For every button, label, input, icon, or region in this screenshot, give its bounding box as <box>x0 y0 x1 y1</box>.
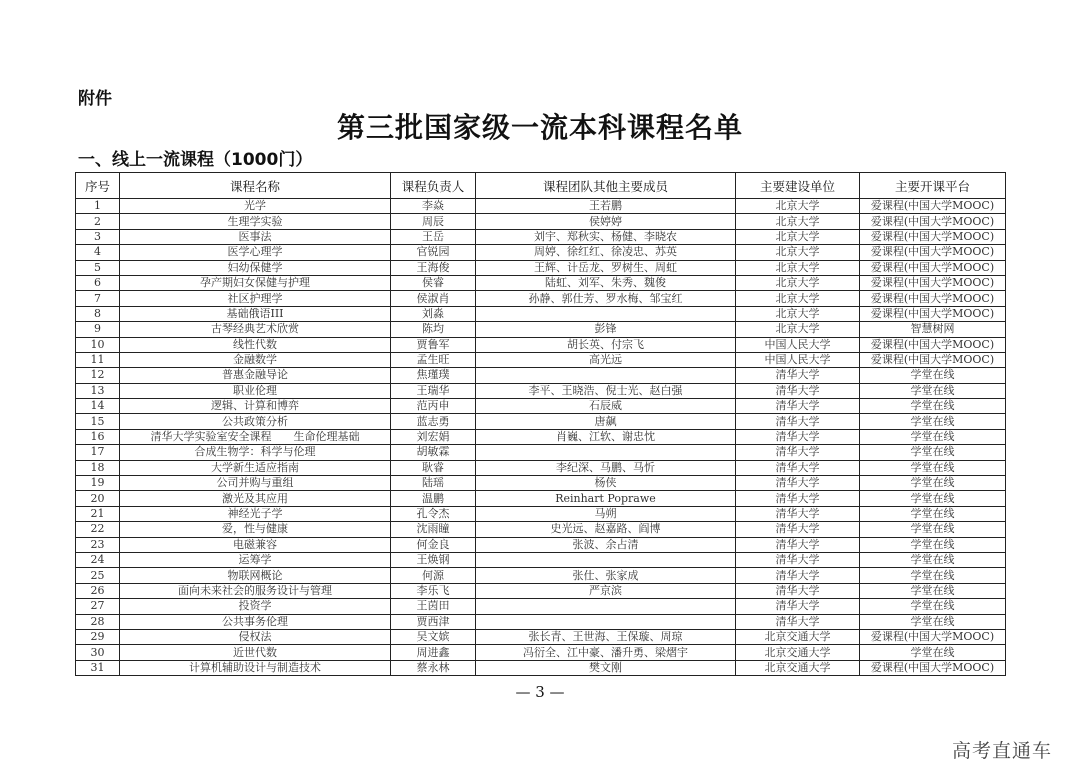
cell-platform: 学堂在线 <box>860 383 1006 398</box>
cell-platform: 爱课程(中国大学MOOC) <box>860 245 1006 260</box>
table-row <box>76 368 1006 383</box>
column-header-course-name: 课程名称 <box>120 173 391 199</box>
cell-platform: 爱课程(中国大学MOOC) <box>860 352 1006 367</box>
cell-course-lead: 李乐飞 <box>391 583 476 598</box>
cell-index: 27 <box>76 599 120 614</box>
table-row <box>76 645 1006 660</box>
cell-platform: 爱课程(中国大学MOOC) <box>860 229 1006 244</box>
cell-platform: 爱课程(中国大学MOOC) <box>860 275 1006 290</box>
section-heading: 一、线上一流课程（1000门） <box>78 150 313 170</box>
cell-index: 8 <box>76 306 120 321</box>
cell-platform: 学堂在线 <box>860 583 1006 598</box>
cell-course-lead: 侯淑肖 <box>391 291 476 306</box>
cell-index: 23 <box>76 537 120 552</box>
cell-institution: 北京大学 <box>736 306 860 321</box>
cell-institution: 北京交通大学 <box>736 660 860 675</box>
cell-team-members <box>476 614 736 629</box>
cell-team-members: 陆虹、刘军、朱秀、魏俊 <box>476 275 736 290</box>
cell-platform: 爱课程(中国大学MOOC) <box>860 199 1006 214</box>
cell-platform: 爱课程(中国大学MOOC) <box>860 291 1006 306</box>
cell-platform: 学堂在线 <box>860 506 1006 521</box>
cell-course-name: 公司并购与重组 <box>120 476 391 491</box>
column-header-platform: 主要开课平台 <box>860 173 1006 199</box>
cell-platform: 学堂在线 <box>860 568 1006 583</box>
cell-course-lead: 何源 <box>391 568 476 583</box>
cell-platform: 学堂在线 <box>860 614 1006 629</box>
cell-platform: 爱课程(中国大学MOOC) <box>860 629 1006 644</box>
cell-course-name: 爱，性与健康 <box>120 522 391 537</box>
cell-course-name: 物联网概论 <box>120 568 391 583</box>
table-row <box>76 629 1006 644</box>
table-row <box>76 614 1006 629</box>
cell-course-name: 孕产期妇女保健与护理 <box>120 275 391 290</box>
cell-course-lead: 陆瑶 <box>391 476 476 491</box>
cell-team-members: 王辉、计岳龙、罗树生、周虹 <box>476 260 736 275</box>
cell-institution: 清华大学 <box>736 583 860 598</box>
table-row <box>76 306 1006 321</box>
cell-index: 5 <box>76 260 120 275</box>
cell-course-lead: 何金良 <box>391 537 476 552</box>
cell-institution: 北京大学 <box>736 245 860 260</box>
cell-institution: 北京大学 <box>736 322 860 337</box>
table-row <box>76 583 1006 598</box>
table-row <box>76 460 1006 475</box>
cell-team-members <box>476 368 736 383</box>
cell-course-name: 基础俄语III <box>120 306 391 321</box>
cell-course-lead: 刘宏娟 <box>391 429 476 444</box>
column-header-institution: 主要建设单位 <box>736 173 860 199</box>
cell-institution: 清华大学 <box>736 368 860 383</box>
cell-team-members: 侯婷婷 <box>476 214 736 229</box>
cell-course-lead: 王茵田 <box>391 599 476 614</box>
cell-course-name: 投资学 <box>120 599 391 614</box>
cell-index: 24 <box>76 552 120 567</box>
cell-institution: 清华大学 <box>736 383 860 398</box>
cell-institution: 北京大学 <box>736 199 860 214</box>
table-row <box>76 383 1006 398</box>
cell-course-name: 侵权法 <box>120 629 391 644</box>
cell-team-members: 李纪深、马鹏、马忻 <box>476 460 736 475</box>
cell-index: 29 <box>76 629 120 644</box>
cell-course-name: 大学新生适应指南 <box>120 460 391 475</box>
table-header-row <box>76 173 1006 199</box>
page-title: 第三批国家级一流本科课程名单 <box>336 111 743 144</box>
cell-course-lead: 沈雨瞳 <box>391 522 476 537</box>
cell-index: 30 <box>76 645 120 660</box>
cell-course-name: 线性代数 <box>120 337 391 352</box>
cell-index: 21 <box>76 506 120 521</box>
table-row <box>76 599 1006 614</box>
cell-team-members: 肖巍、江软、谢忠忱 <box>476 429 736 444</box>
cell-team-members <box>476 599 736 614</box>
cell-index: 1 <box>76 199 120 214</box>
cell-institution: 北京大学 <box>736 275 860 290</box>
table-row <box>76 445 1006 460</box>
cell-course-name: 激光及其应用 <box>120 491 391 506</box>
cell-course-name: 计算机辅助设计与制造技术 <box>120 660 391 675</box>
table-row <box>76 506 1006 521</box>
cell-team-members: 杨侠 <box>476 476 736 491</box>
cell-institution: 清华大学 <box>736 414 860 429</box>
cell-course-lead: 蓝志勇 <box>391 414 476 429</box>
cell-team-members: 张仕、张家成 <box>476 568 736 583</box>
cell-course-lead: 李焱 <box>391 199 476 214</box>
cell-team-members <box>476 445 736 460</box>
cell-institution: 清华大学 <box>736 429 860 444</box>
cell-team-members: 孙静、郭仕芳、罗水梅、邹宝红 <box>476 291 736 306</box>
table-row <box>76 275 1006 290</box>
cell-course-name: 生理学实验 <box>120 214 391 229</box>
cell-institution: 清华大学 <box>736 460 860 475</box>
cell-course-name: 光学 <box>120 199 391 214</box>
cell-team-members: 严京滨 <box>476 583 736 598</box>
cell-index: 11 <box>76 352 120 367</box>
cell-course-lead: 官锐园 <box>391 245 476 260</box>
cell-course-lead: 刘淼 <box>391 306 476 321</box>
cell-team-members: 唐飙 <box>476 414 736 429</box>
cell-platform: 学堂在线 <box>860 368 1006 383</box>
cell-institution: 清华大学 <box>736 491 860 506</box>
cell-platform: 学堂在线 <box>860 399 1006 414</box>
cell-course-name: 神经光子学 <box>120 506 391 521</box>
cell-index: 10 <box>76 337 120 352</box>
cell-platform: 学堂在线 <box>860 537 1006 552</box>
cell-institution: 清华大学 <box>736 568 860 583</box>
cell-institution: 北京大学 <box>736 291 860 306</box>
cell-course-lead: 范丙申 <box>391 399 476 414</box>
table-row <box>76 491 1006 506</box>
table-row <box>76 291 1006 306</box>
cell-team-members: 冯衍全、江中豪、潘升勇、梁熠宇 <box>476 645 736 660</box>
cell-platform: 学堂在线 <box>860 445 1006 460</box>
cell-course-name: 近世代数 <box>120 645 391 660</box>
cell-platform: 学堂在线 <box>860 552 1006 567</box>
cell-course-name: 职业伦理 <box>120 383 391 398</box>
table-row <box>76 229 1006 244</box>
column-header-index: 序号 <box>76 173 120 199</box>
cell-institution: 清华大学 <box>736 445 860 460</box>
cell-index: 15 <box>76 414 120 429</box>
table-row <box>76 322 1006 337</box>
table-row <box>76 352 1006 367</box>
cell-course-lead: 蔡永林 <box>391 660 476 675</box>
cell-institution: 清华大学 <box>736 506 860 521</box>
cell-course-lead: 陈均 <box>391 322 476 337</box>
cell-index: 3 <box>76 229 120 244</box>
cell-index: 25 <box>76 568 120 583</box>
page-number: — 3 — <box>515 683 565 701</box>
cell-course-name: 电磁兼容 <box>120 537 391 552</box>
cell-platform: 学堂在线 <box>860 599 1006 614</box>
cell-team-members: 李平、王晓浩、倪士光、赵白强 <box>476 383 736 398</box>
cell-course-name: 社区护理学 <box>120 291 391 306</box>
cell-institution: 清华大学 <box>736 476 860 491</box>
cell-institution: 清华大学 <box>736 614 860 629</box>
cell-course-lead: 王海俊 <box>391 260 476 275</box>
cell-platform: 学堂在线 <box>860 522 1006 537</box>
cell-platform: 学堂在线 <box>860 476 1006 491</box>
cell-institution: 北京交通大学 <box>736 629 860 644</box>
cell-team-members: 王若鹏 <box>476 199 736 214</box>
cell-course-name: 医学心理学 <box>120 245 391 260</box>
table-row <box>76 214 1006 229</box>
cell-platform: 学堂在线 <box>860 414 1006 429</box>
cell-institution: 中国人民大学 <box>736 352 860 367</box>
cell-course-name: 普惠金融导论 <box>120 368 391 383</box>
cell-team-members: 张长青、王世海、王保璇、周琼 <box>476 629 736 644</box>
column-header-team-members: 课程团队其他主要成员 <box>476 173 736 199</box>
cell-institution: 中国人民大学 <box>736 337 860 352</box>
cell-course-lead: 周进鑫 <box>391 645 476 660</box>
cell-course-lead: 贾西津 <box>391 614 476 629</box>
cell-institution: 清华大学 <box>736 599 860 614</box>
table-row <box>76 245 1006 260</box>
table-row <box>76 429 1006 444</box>
cell-course-lead: 周辰 <box>391 214 476 229</box>
cell-course-name: 金融数学 <box>120 352 391 367</box>
cell-platform: 学堂在线 <box>860 429 1006 444</box>
cell-institution: 清华大学 <box>736 552 860 567</box>
cell-platform: 爱课程(中国大学MOOC) <box>860 337 1006 352</box>
cell-team-members: 胡长英、付宗飞 <box>476 337 736 352</box>
cell-index: 2 <box>76 214 120 229</box>
cell-team-members: 马朔 <box>476 506 736 521</box>
cell-index: 7 <box>76 291 120 306</box>
cell-course-name: 医事法 <box>120 229 391 244</box>
cell-course-lead: 孔令杰 <box>391 506 476 521</box>
cell-course-name: 古琴经典艺术欣赏 <box>120 322 391 337</box>
cell-index: 6 <box>76 275 120 290</box>
cell-index: 28 <box>76 614 120 629</box>
cell-institution: 清华大学 <box>736 537 860 552</box>
table-row <box>76 476 1006 491</box>
table-row <box>76 552 1006 567</box>
cell-team-members <box>476 306 736 321</box>
cell-index: 4 <box>76 245 120 260</box>
cell-index: 13 <box>76 383 120 398</box>
cell-course-name: 合成生物学：科学与伦理 <box>120 445 391 460</box>
cell-course-lead: 王岳 <box>391 229 476 244</box>
table-row <box>76 260 1006 275</box>
table-row <box>76 522 1006 537</box>
cell-course-lead: 胡敏霖 <box>391 445 476 460</box>
attachment-label: 附件 <box>78 89 112 109</box>
cell-index: 20 <box>76 491 120 506</box>
cell-platform: 爱课程(中国大学MOOC) <box>860 660 1006 675</box>
cell-platform: 爱课程(中国大学MOOC) <box>860 260 1006 275</box>
cell-course-lead: 王焕钢 <box>391 552 476 567</box>
cell-course-lead: 侯睿 <box>391 275 476 290</box>
cell-team-members <box>476 552 736 567</box>
cell-course-lead: 耿睿 <box>391 460 476 475</box>
cell-institution: 清华大学 <box>736 522 860 537</box>
table-row <box>76 660 1006 675</box>
cell-team-members: 樊文刚 <box>476 660 736 675</box>
cell-team-members: 高光远 <box>476 352 736 367</box>
cell-index: 26 <box>76 583 120 598</box>
cell-team-members: 刘宇、郑秋实、杨健、李晓农 <box>476 229 736 244</box>
cell-course-lead: 温鹏 <box>391 491 476 506</box>
table-row <box>76 337 1006 352</box>
cell-institution: 北京大学 <box>736 229 860 244</box>
cell-course-lead: 焦瑾璞 <box>391 368 476 383</box>
cell-institution: 北京大学 <box>736 214 860 229</box>
cell-index: 31 <box>76 660 120 675</box>
cell-index: 18 <box>76 460 120 475</box>
cell-course-lead: 王瑞华 <box>391 383 476 398</box>
cell-platform: 学堂在线 <box>860 645 1006 660</box>
cell-team-members: 石辰威 <box>476 399 736 414</box>
cell-platform: 爱课程(中国大学MOOC) <box>860 214 1006 229</box>
cell-course-name: 妇幼保健学 <box>120 260 391 275</box>
cell-team-members: 史光远、赵嘉路、阎博 <box>476 522 736 537</box>
cell-index: 14 <box>76 399 120 414</box>
watermark: 高考直通车 <box>951 740 1052 762</box>
cell-course-lead: 孟生旺 <box>391 352 476 367</box>
cell-index: 17 <box>76 445 120 460</box>
cell-team-members: 张波、余占清 <box>476 537 736 552</box>
course-table <box>75 172 1006 676</box>
cell-course-lead: 吴文嫔 <box>391 629 476 644</box>
cell-team-members: Reinhart Poprawe <box>476 491 736 506</box>
table-row <box>76 537 1006 552</box>
cell-platform: 爱课程(中国大学MOOC) <box>860 306 1006 321</box>
cell-institution: 北京大学 <box>736 260 860 275</box>
cell-platform: 学堂在线 <box>860 460 1006 475</box>
cell-index: 12 <box>76 368 120 383</box>
cell-team-members: 彭锋 <box>476 322 736 337</box>
cell-index: 22 <box>76 522 120 537</box>
cell-course-name: 面向未来社会的服务设计与管理 <box>120 583 391 598</box>
table-row <box>76 414 1006 429</box>
cell-course-name: 运筹学 <box>120 552 391 567</box>
cell-index: 16 <box>76 429 120 444</box>
cell-course-name: 公共事务伦理 <box>120 614 391 629</box>
cell-index: 19 <box>76 476 120 491</box>
cell-index: 9 <box>76 322 120 337</box>
table-row <box>76 199 1006 214</box>
cell-course-name: 公共政策分析 <box>120 414 391 429</box>
cell-course-lead: 贾鲁军 <box>391 337 476 352</box>
cell-team-members: 周婷、徐红红、徐凌忠、苏英 <box>476 245 736 260</box>
cell-course-name: 逻辑、计算和博弈 <box>120 399 391 414</box>
cell-platform: 智慧树网 <box>860 322 1006 337</box>
cell-course-name: 清华大学实验室安全课程 生命伦理基础 <box>120 429 391 444</box>
cell-institution: 清华大学 <box>736 399 860 414</box>
column-header-course-lead: 课程负责人 <box>391 173 476 199</box>
table-row <box>76 399 1006 414</box>
cell-platform: 学堂在线 <box>860 491 1006 506</box>
cell-institution: 北京交通大学 <box>736 645 860 660</box>
table-row <box>76 568 1006 583</box>
